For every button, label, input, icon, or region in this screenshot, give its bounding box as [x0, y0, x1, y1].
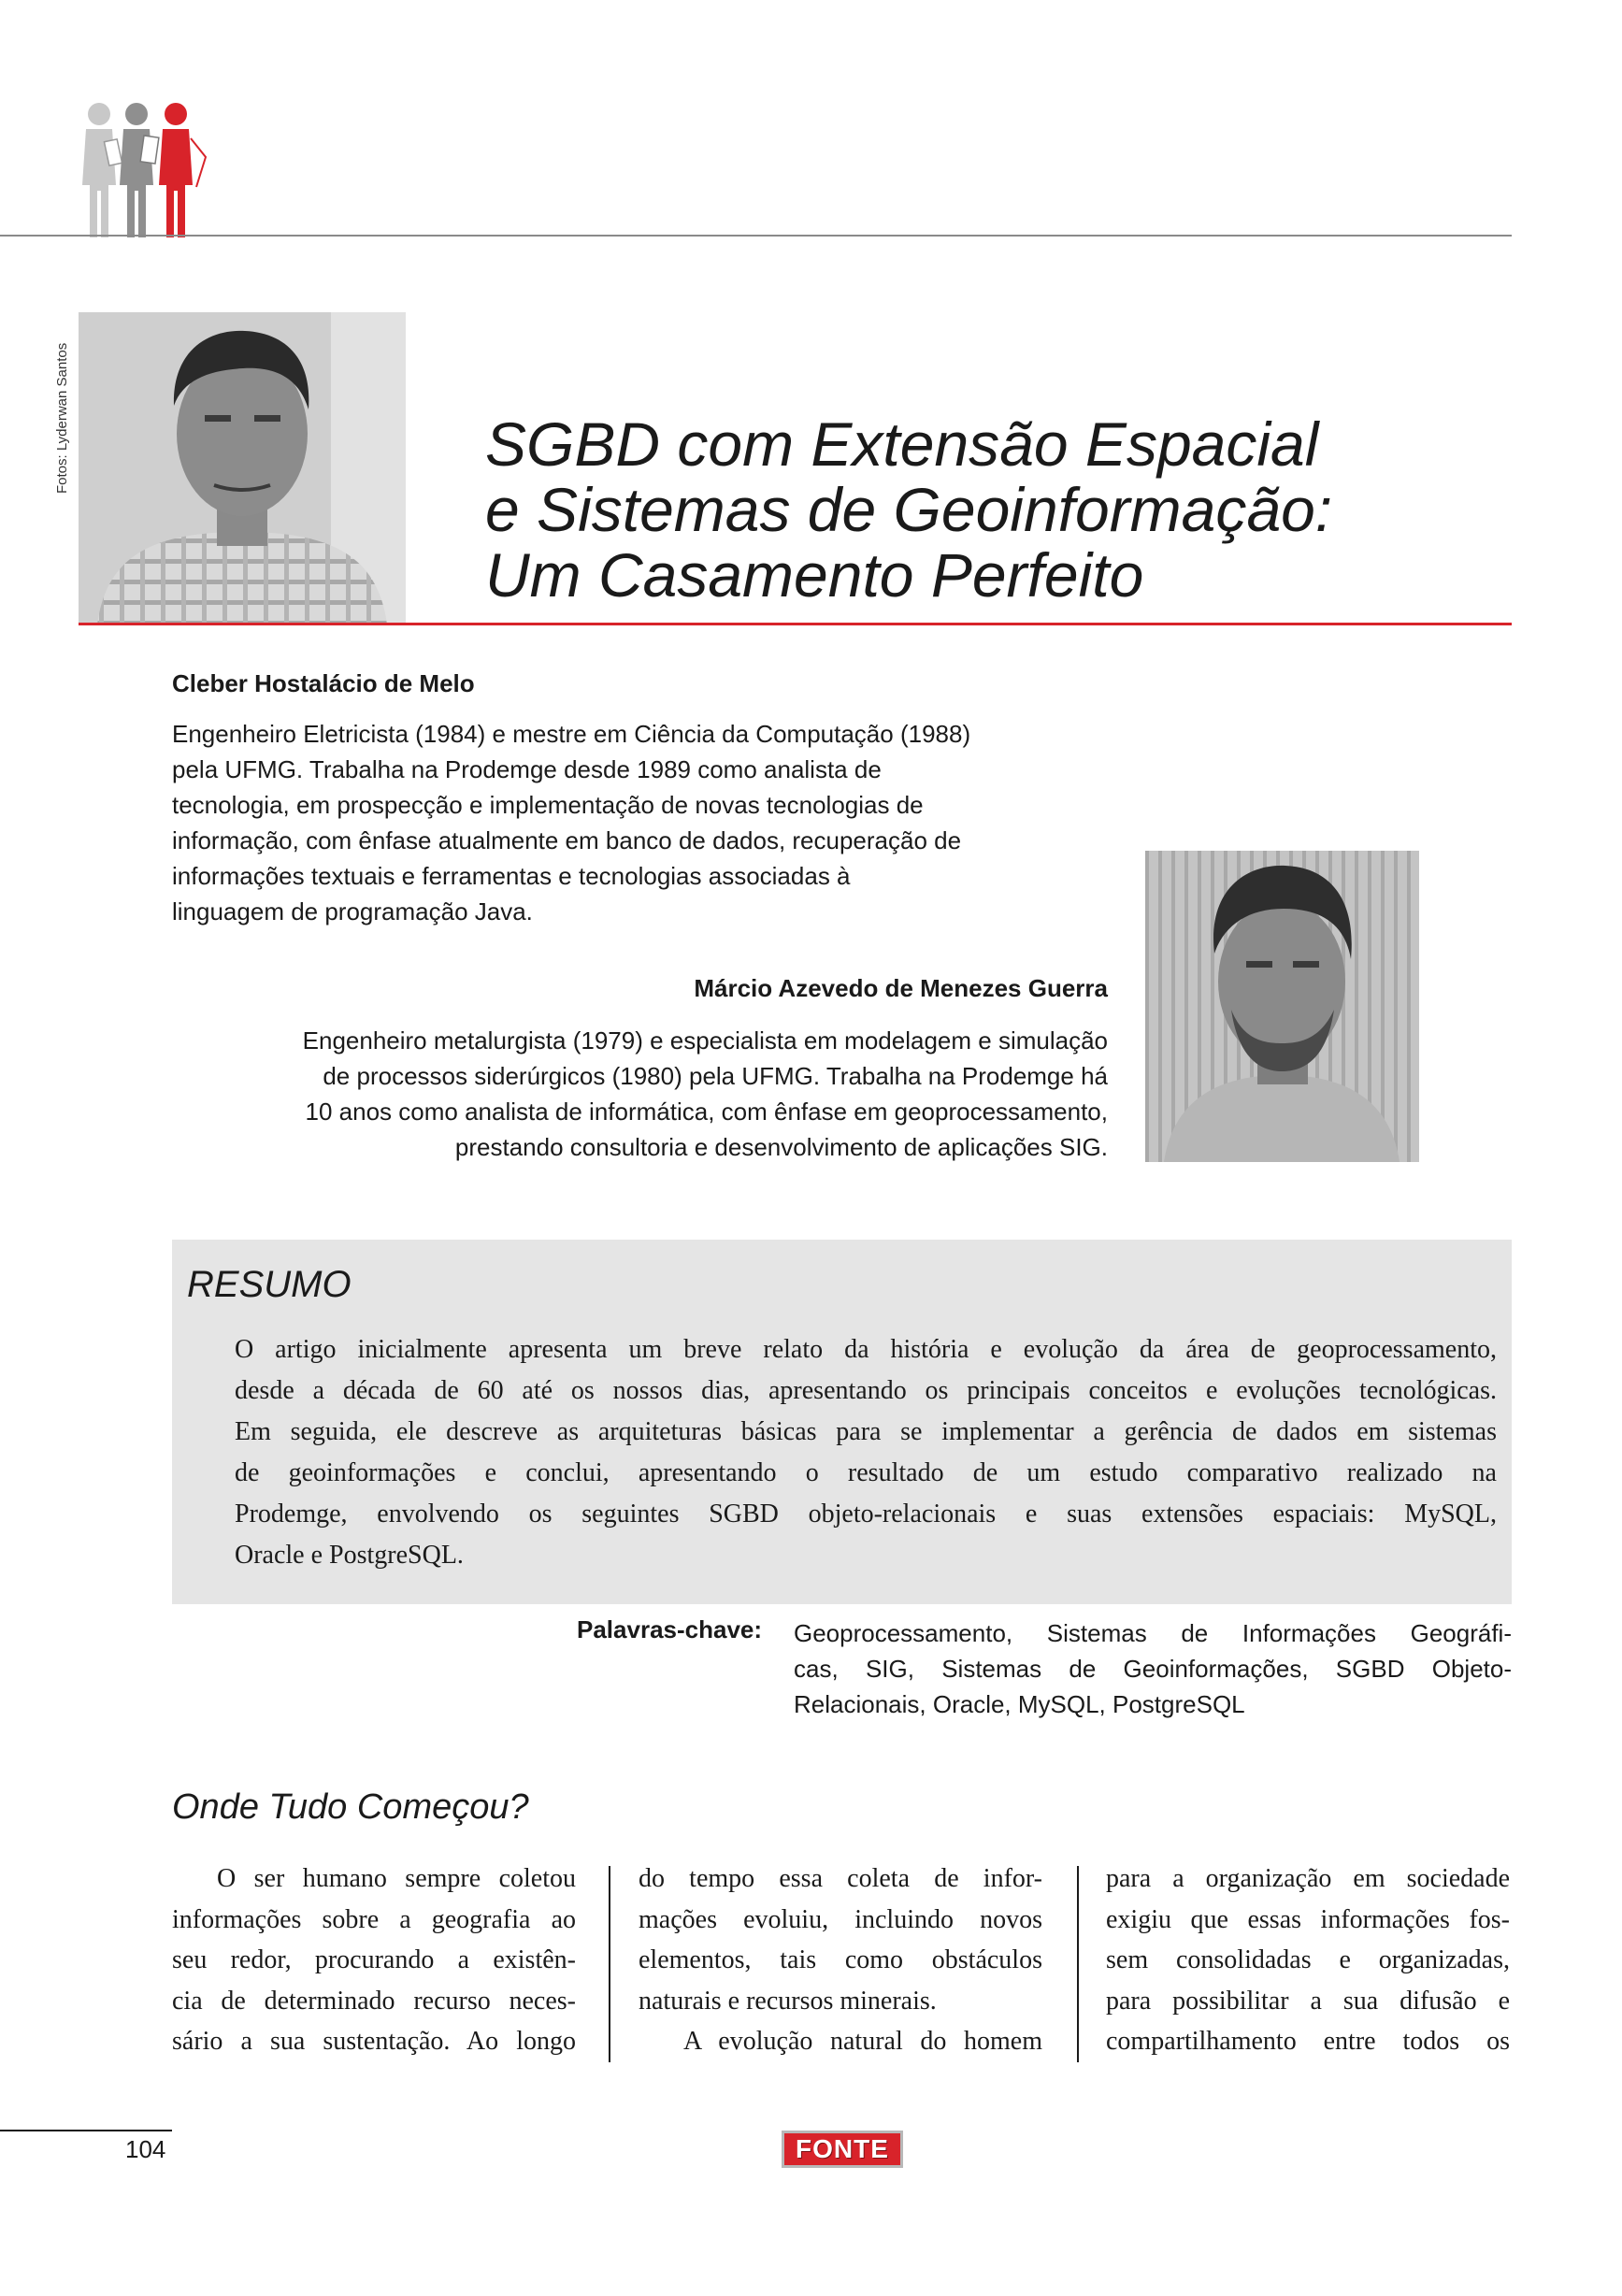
bio-line: Engenheiro metalurgista (1979) e especialista em modelagem e simulação	[302, 1026, 1108, 1055]
author-bio	[140, 1023, 1108, 1165]
body-line: do tempo essa coleta de infor-	[639, 1864, 1042, 1893]
keywords-line: Relacionais, Oracle, MySQL, PostgreSQL	[794, 1690, 1245, 1718]
body-column-1	[172, 1858, 576, 2062]
abstract-heading: RESUMO	[187, 1264, 352, 1305]
body-column-2	[639, 1858, 1042, 2062]
keywords-text	[794, 1615, 1512, 1722]
body-line: sário a sua sustentação. Ao longo	[172, 2027, 576, 2056]
bio-line: de processos siderúrgicos (1980) pela UFMG. Trabalha na Prodemge há	[323, 1062, 1108, 1090]
bio-line: linguagem de programação Java.	[172, 897, 533, 926]
body-line: exigiu que essas informações fos-	[1106, 1904, 1510, 1934]
body-line: elementos, tais como obstáculos	[639, 1945, 1042, 1974]
bio-line: informações textuais e ferramentas e tecnologias associadas à	[172, 862, 851, 890]
title-line: e Sistemas de Geoinformação:	[485, 475, 1333, 544]
bio-line: tecnologia, em prospecção e implementação de novas tecnologias de	[172, 791, 924, 819]
bio-line: 10 anos como analista de informática, com ênfase em geoprocessamento,	[305, 1098, 1108, 1126]
abstract-line: Em seguida, ele descreve as arquiteturas básicas para se implementar a gerência de dados em sistemas	[235, 1417, 1497, 1446]
title-line: Um Casamento Perfeito	[485, 540, 1144, 610]
body-line: para possibilitar a sua difusão e	[1106, 1986, 1510, 2016]
page-number: 104	[125, 2135, 166, 2163]
bio-line: informação, com ênfase atualmente em banco de dados, recuperação de	[172, 826, 962, 854]
author-name: Cleber Hostalácio de Melo	[172, 669, 475, 697]
column-divider	[1077, 1866, 1079, 2062]
bio-line: prestando consultoria e desenvolvimento de aplicações SIG.	[454, 1133, 1108, 1161]
title-line: SGBD com Extensão Espacial	[485, 409, 1319, 479]
author-bio	[172, 716, 1088, 929]
body-line: naturais e recursos minerais.	[639, 1986, 937, 2016]
author-name: Márcio Azevedo de Menezes Guerra	[694, 974, 1108, 1002]
abstract-line: Oracle e PostgreSQL.	[235, 1541, 464, 1570]
abstract-line: desde a década de 60 até os nossos dias, apresentando os principais conceitos e evoluções tecnológicas.	[235, 1376, 1497, 1405]
people-figures-logo-icon	[79, 101, 209, 237]
body-line: A evolução natural do homem	[683, 2027, 1042, 2056]
bio-line: pela UFMG. Trabalha na Prodemge desde 1989 como analista de	[172, 755, 882, 783]
photo-credit: Fotos: Lyderwan Santos	[54, 342, 70, 494]
column-divider	[609, 1866, 610, 2062]
header-divider	[0, 235, 1512, 237]
author-photo-marcio	[1145, 851, 1419, 1162]
abstract-line: de geoinformações e conclui, apresentando o resultado de um estudo comparativo realizado na	[235, 1458, 1497, 1487]
section-heading: Onde Tudo Começou?	[172, 1787, 529, 1827]
abstract-line: Prodemge, envolvendo os seguintes SGBD objeto-relacionais e suas extensões espaciais: MySQL,	[235, 1500, 1497, 1528]
body-line: O ser humano sempre coletou	[217, 1864, 576, 1893]
body-line: cia de determinado recurso neces-	[172, 1986, 576, 2016]
abstract-line: O artigo inicialmente apresenta um breve relato da história e evolução da área de geoprocessamento,	[235, 1335, 1497, 1364]
body-line: compartilhamento entre todos os	[1106, 2027, 1510, 2056]
body-line: para a organização em sociedade	[1106, 1864, 1510, 1893]
bio-line: Engenheiro Eletricista (1984) e mestre em Ciência da Computação (1988)	[172, 720, 971, 748]
body-column-3	[1106, 1858, 1510, 2062]
footer-divider	[0, 2130, 172, 2131]
author-photo-cleber	[79, 312, 406, 624]
keywords-line: cas, SIG, Sistemas de Geoinformações, SGBD Objeto-	[794, 1655, 1512, 1683]
keywords-label: Palavras-chave:	[577, 1615, 763, 1643]
body-line: informações sobre a geografia ao	[172, 1904, 576, 1934]
body-line: mações evoluiu, incluindo novos	[639, 1904, 1042, 1934]
fonte-logo: FONTE	[782, 2131, 903, 2168]
title-divider	[79, 623, 1512, 625]
keywords-line: Geoprocessamento, Sistemas de Informações Geográfi-	[794, 1619, 1512, 1647]
body-line: sem consolidadas e organizadas,	[1106, 1945, 1510, 1974]
article-title	[485, 411, 1467, 608]
abstract-text	[235, 1329, 1497, 1576]
body-line: seu redor, procurando a existên-	[172, 1945, 576, 1974]
